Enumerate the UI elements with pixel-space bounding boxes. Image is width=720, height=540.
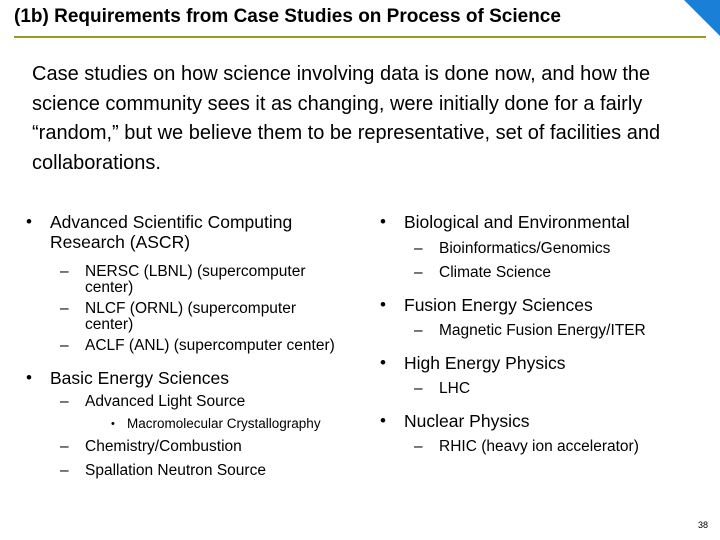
bullet-icon: • bbox=[26, 212, 32, 231]
sub-bullet-sns bbox=[60, 463, 346, 479]
dash-icon: – bbox=[60, 438, 69, 455]
sub-bullet-label: Bioinformatics/Genomics bbox=[439, 240, 611, 257]
sub-bullet-nersc bbox=[60, 264, 346, 296]
sub-bullet-rhic bbox=[414, 439, 710, 455]
dash-icon: – bbox=[60, 337, 69, 354]
sub-bullet-als bbox=[60, 394, 346, 410]
sub-bullet-lhc bbox=[414, 381, 710, 397]
sub-bullet-label: Spallation Neutron Source bbox=[85, 462, 266, 479]
sub-bullet-label: ACLF (ANL) (supercomputer center) bbox=[85, 337, 335, 354]
sub-bullet-label: LHC bbox=[439, 380, 471, 397]
bullet-label: Fusion Energy Sciences bbox=[404, 295, 593, 315]
small-bullet-icon: • bbox=[111, 418, 115, 430]
dash-icon: – bbox=[414, 240, 423, 257]
bullet-bes bbox=[26, 368, 346, 388]
bullet-fusion bbox=[380, 295, 710, 315]
sub-sub-bullet-crystallography bbox=[111, 416, 346, 432]
sub-bullet-nlcf bbox=[60, 301, 346, 333]
sub-bullet-bioinformatics bbox=[414, 241, 710, 257]
sub-bullet-label: RHIC (heavy ion accelerator) bbox=[439, 438, 639, 455]
dash-icon: – bbox=[414, 264, 423, 281]
sub-bullet-label: NERSC (LBNL) (supercomputer center) bbox=[85, 263, 306, 296]
bullet-icon: • bbox=[380, 212, 386, 231]
dash-icon: – bbox=[60, 300, 69, 317]
sub-bullet-climate bbox=[414, 265, 710, 281]
bullet-np bbox=[380, 411, 710, 431]
sub-bullet-iter bbox=[414, 323, 710, 339]
sub-bullet-label: NLCF (ORNL) (supercomputer center) bbox=[85, 300, 297, 333]
title-divider bbox=[14, 36, 706, 38]
sub-bullet-chemistry bbox=[60, 439, 346, 455]
sub-bullet-label: Climate Science bbox=[439, 264, 551, 281]
dash-icon: – bbox=[60, 393, 69, 410]
sub-bullet-aclf bbox=[60, 338, 346, 354]
bullet-label: Nuclear Physics bbox=[404, 411, 530, 431]
bullet-icon: • bbox=[380, 411, 386, 430]
right-column bbox=[380, 212, 710, 455]
bullet-icon: • bbox=[380, 295, 386, 314]
bullet-label: High Energy Physics bbox=[404, 353, 566, 373]
dash-icon: – bbox=[414, 322, 423, 339]
bullet-ascr bbox=[26, 212, 346, 252]
sub-sub-bullet-label: Macromolecular Crystallography bbox=[127, 416, 321, 431]
bullet-bio bbox=[380, 212, 710, 232]
bullet-label: Advanced Scientific Computing Research (ASCR) bbox=[50, 212, 293, 252]
bullet-label: Basic Energy Sciences bbox=[50, 368, 229, 388]
dash-icon: – bbox=[414, 380, 423, 397]
bullet-icon: • bbox=[380, 353, 386, 372]
corner-decoration bbox=[684, 0, 720, 36]
page-number: 38 bbox=[697, 520, 708, 530]
sub-bullet-label: Advanced Light Source bbox=[85, 393, 246, 410]
bullet-label: Biological and Environmental bbox=[404, 212, 630, 232]
sub-bullet-label: Magnetic Fusion Energy/ITER bbox=[439, 322, 646, 339]
dash-icon: – bbox=[414, 438, 423, 455]
left-column bbox=[26, 212, 346, 479]
slide-title: (1b) Requirements from Case Studies on Process of Science bbox=[14, 6, 561, 27]
dash-icon: – bbox=[60, 263, 69, 280]
bullet-hep bbox=[380, 353, 710, 373]
bullet-icon: • bbox=[26, 368, 32, 387]
intro-paragraph: Case studies on how science involving data is done now, and how the science community sees it as changing, were initially done for a fairly “random,” but we believe them to be representative, set of facilities and collaborations. bbox=[32, 63, 661, 174]
sub-bullet-label: Chemistry/Combustion bbox=[85, 438, 242, 455]
dash-icon: – bbox=[60, 462, 69, 479]
